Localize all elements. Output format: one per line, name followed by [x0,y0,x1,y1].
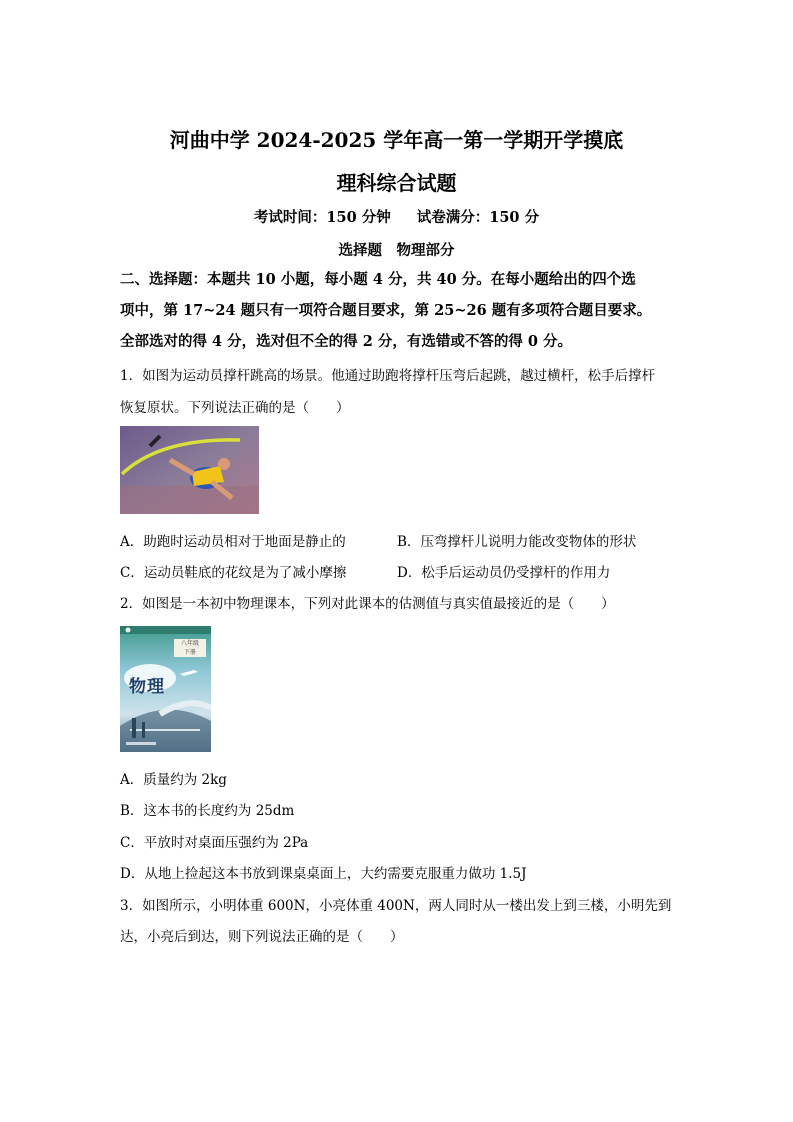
textbook-title: 物理 [129,677,165,697]
pole-vault-image [120,426,259,514]
question-3-stem: 达，小亮后到达，则下列说法正确的是（ ） [120,929,404,945]
full-score: 试卷满分：150 分 [416,209,540,226]
exam-info [0,206,793,227]
question-2-option-d: D．从地上捡起这本书放到课桌桌面上，大约需要克服重力做功 1.5J [120,866,527,882]
question-1-stem: 恢复原状。下列说法正确的是（ ） [120,400,350,416]
question-2-option-a: A．质量约为 2kg [120,772,227,788]
section-instructions-line: 二、选择题：本题共 10 小题，每小题 4 分，共 40 分。在每小题给出的四个选 [120,271,636,288]
textbook-grade-label: 八年级 下册 [174,639,206,657]
question-1-stem: 1．如图为运动员撑杆跳高的场景。他通过助跑将撑杆压弯后起跳，越过横杆，松手后撑杆 [120,368,656,384]
pole-vault-illustration [120,426,259,514]
question-1-option-b: B．压弯撑杆儿说明力能改变物体的形状 [397,534,637,550]
question-1-option-d: D．松手后运动员仍受撑杆的作用力 [397,565,611,581]
physics-textbook-image [120,626,211,752]
question-1-option-c: C．运动员鞋底的花纹是为了减小摩擦 [120,565,347,581]
exam-time: 考试时间：150 分钟 [253,209,391,226]
part-label: 选择题 物理部分 [338,242,455,259]
question-2-option-b: B．这本书的长度约为 25dm [120,803,295,819]
exam-subtitle: 理科综合试题 [336,171,457,195]
question-2-stem: 2．如图是一本初中物理课本，下列对此课本的估测值与真实值最接近的是（ ） [120,596,615,612]
exam-title: 河曲中学 2024-2025 学年高一第一学期开学摸底 [169,128,624,152]
question-2-option-c: C．平放时对桌面压强约为 2Pa [120,835,309,851]
section-instructions-line: 全部选对的得 4 分，选对但不全的得 2 分，有选错或不答的得 0 分。 [120,333,573,350]
question-1-option-a: A．助跑时运动员相对于地面是静止的 [120,534,346,550]
question-3-stem: 3．如图所示，小明体重 600N，小亮体重 400N，两人同时从一楼出发上到三楼，小明先到 [120,898,672,914]
section-instructions-line: 项中，第 17~24 题只有一项符合题目要求，第 25~26 题有多项符合题目要求。 [120,302,652,319]
